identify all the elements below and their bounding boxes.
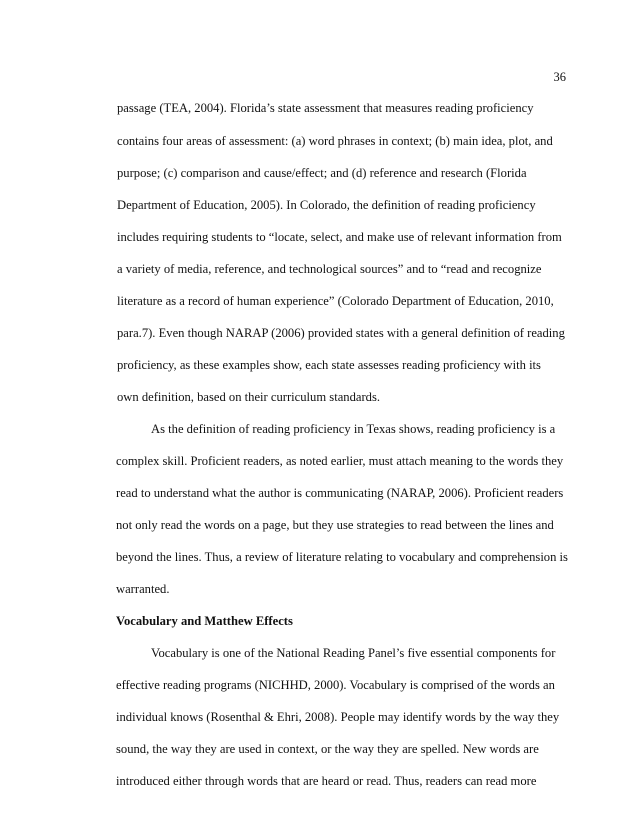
- block-quote-line: contains four areas of assessment: (a) word phrases in context; (b) main idea, plot, and: [117, 134, 553, 148]
- section-heading: Vocabulary and Matthew Effects: [116, 614, 293, 628]
- paragraph-line: As the definition of reading proficiency in Texas shows, reading proficiency is a: [151, 422, 556, 436]
- block-quote-line: purpose; (c) comparison and cause/effect; and (d) reference and research (Florida: [117, 166, 527, 180]
- block-quote-line: para.7). Even though NARAP (2006) provided states with a general definition of reading: [117, 326, 565, 340]
- paragraph-line: introduced either through words that are heard or read. Thus, readers can read more: [116, 774, 537, 788]
- paragraph-line: individual knows (Rosenthal & Ehri, 2008). People may identify words by the way they: [116, 710, 560, 724]
- paragraph-line: sound, the way they are used in context, or the way they are spelled. New words are: [116, 742, 539, 756]
- block-quote-line: Department of Education, 2005). In Colorado, the definition of reading proficiency: [117, 198, 536, 212]
- block-quote-line: proficiency, as these examples show, each state assesses reading proficiency with its: [117, 358, 541, 372]
- paragraph-line: complex skill. Proficient readers, as noted earlier, must attach meaning to the words they: [116, 454, 564, 468]
- block-quote-line: includes requiring students to “locate, select, and make use of relevant information from: [117, 230, 562, 244]
- block-quote-line: a variety of media, reference, and technological sources” and to “read and recognize: [117, 262, 542, 276]
- block-quote-line: passage (TEA, 2004). Florida’s state assessment that measures reading proficiency: [117, 101, 534, 115]
- block-quote-line: literature as a record of human experience” (Colorado Department of Education, 2010,: [117, 294, 554, 308]
- page-number: 36: [553, 70, 566, 84]
- paragraph-line: not only read the words on a page, but they use strategies to read between the lines and: [116, 518, 554, 532]
- paragraph-line: read to understand what the author is communicating (NARAP, 2006). Proficient readers: [116, 486, 564, 500]
- paragraph-line: beyond the lines. Thus, a review of literature relating to vocabulary and comprehension is: [116, 550, 568, 564]
- paragraph-line: warranted.: [116, 582, 170, 596]
- paragraph-line: Vocabulary is one of the National Reading Panel’s five essential components for: [151, 646, 556, 660]
- block-quote-line: own definition, based on their curriculum standards.: [117, 390, 381, 404]
- paragraph-line: effective reading programs (NICHHD, 2000). Vocabulary is comprised of the words an: [116, 678, 555, 692]
